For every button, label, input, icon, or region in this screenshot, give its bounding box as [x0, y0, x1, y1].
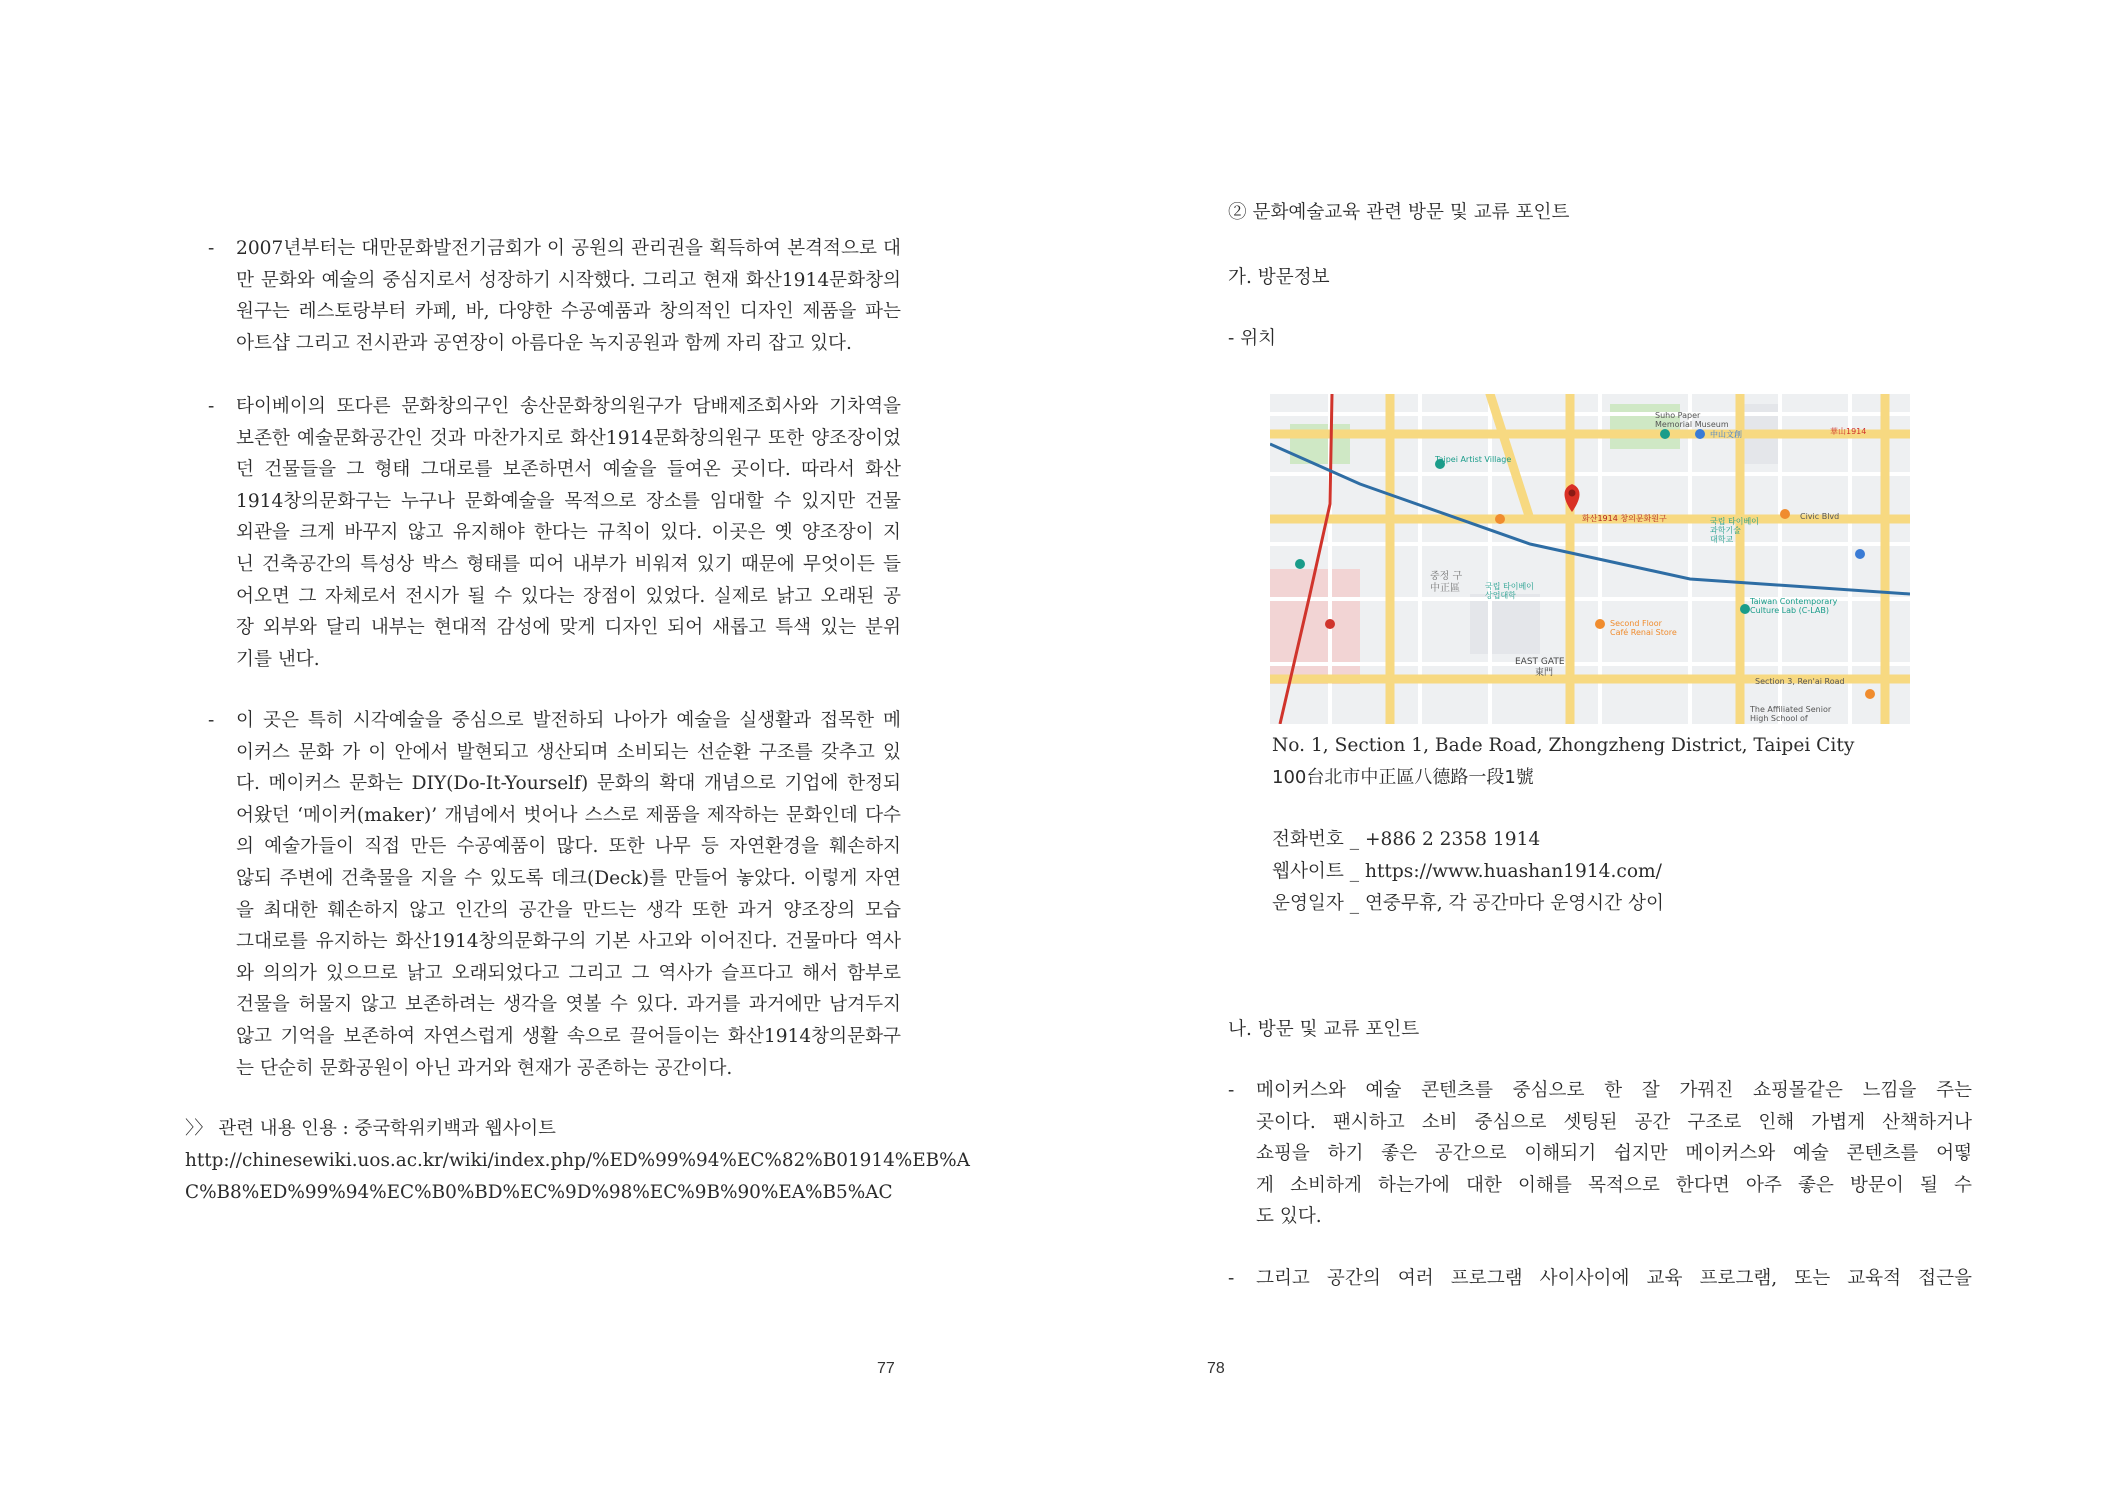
map-label-affiliated-school: The Affiliated Senior [1750, 705, 1832, 714]
text-line: 않고 기억을 보존하여 자연스럽게 생활 속으로 끌어들이는 화산1914창의문화구 [236, 1025, 901, 1047]
text-line: 장 외부와 달리 내부는 현대적 감성에 맞게 디자인 되어 새롭고 특색 있는 분위 [236, 617, 901, 639]
page-number: 78 [1207, 1360, 1225, 1377]
section-heading: ② 문화예술교육 관련 방문 및 교류 포인트 [1228, 202, 1570, 223]
map-label-artist-village: Taipei Artist Village [1435, 455, 1512, 464]
text-line: 1914창의문화구는 누구나 문화예술을 목적으로 장소를 임대할 수 있지만 건물 [236, 490, 901, 512]
map-label-district: 중정 구 [1430, 571, 1463, 582]
map-label-ntut: 대학교 [1710, 535, 1734, 544]
reference-label: 〉〉 관련 내용 인용 : 중국학위키백과 웹사이트 [185, 1118, 556, 1139]
address-english: No. 1, Section 1, Bade Road, Zhongzheng District, Taipei City [1272, 735, 1855, 756]
text-line: 쇼핑을 하기 좋은 공간으로 이해되기 쉽지만 메이커스와 예술 콘텐츠를 어떻 [1256, 1143, 1972, 1165]
text-line: 곳이다. 팬시하고 소비 중심으로 셋팅된 공간 구조로 인해 가볍게 산책하거나 [1256, 1111, 1972, 1133]
text-line: 메이커스와 예술 콘텐츠를 중심으로 한 잘 가꿔진 쇼핑몰같은 느낌을 주는 [1256, 1080, 1972, 1101]
hospital-area [1270, 569, 1360, 684]
left-page [0, 0, 1052, 1488]
location-map[interactable] [1270, 394, 1910, 724]
reference-url-line[interactable]: C%B8%ED%99%94%EC%B0%BD%EC%9D%98%EC%9B%90%EA%B5%AC [185, 1182, 893, 1203]
right-paragraph-2 [1228, 1263, 1972, 1295]
text-line: 이 곳은 특히 시각예술을 중심으로 발전하되 나아가 예술을 실생활과 접목한 메 [236, 710, 901, 731]
text-line: 타이베이의 또다른 문화창의구인 송산문화창의원구가 담배제조회사와 기차역을 [236, 396, 901, 417]
map-label-suho: Suho Paper [1655, 411, 1701, 420]
right-paragraph-1 [1228, 1075, 1972, 1233]
visit-points-heading: 나. 방문 및 교류 포인트 [1228, 1019, 1420, 1040]
visit-info-heading: 가. 방문정보 [1228, 267, 1330, 288]
text-line: 어오면 그 자체로서 전시가 될 수 있다는 장점이 있었다. 실제로 낡고 오래된 공 [236, 585, 901, 607]
bullet-dash: - [1228, 1080, 1235, 1101]
map-label-huashan-side: 華山1914 [1830, 427, 1867, 436]
bullet-dash: - [208, 710, 215, 731]
text-line: 던 건물들을 그 형태 그대로를 보존하면서 예술을 들여온 곳이다. 따라서 화산 [236, 459, 901, 481]
map-label-ntut: 과학기술 [1710, 526, 1741, 535]
text-line: 다. 메이커스 문화는 DIY(Do-It-Yourself) 문화의 확대 개념으로 기업에 한정되 [236, 773, 901, 795]
bullet-dash: - [208, 238, 215, 259]
map-label-zhongshan: 中山文創 [1710, 430, 1742, 439]
map-label-renai-road: Section 3, Ren'ai Road [1755, 677, 1845, 686]
text-line: 원구는 레스토랑부터 카페, 바, 다양한 수공예품과 창의적인 디자인 제품을 파는 [236, 301, 901, 323]
text-line: 않되 주변에 건축물을 지을 수 있도록 데크(Deck)를 만들어 놓았다. 이렇게 자연 [236, 867, 901, 889]
website-link[interactable]: 웹사이트 _ https://www.huashan1914.com/ [1272, 861, 1662, 882]
text-line: 아트샵 그리고 전시관과 공연장이 아름다운 녹지공원과 함께 자리 잡고 있다. [236, 332, 852, 354]
map-label-east-gate-zh: 東門 [1535, 668, 1554, 678]
map-label-suho: Memorial Museum [1655, 420, 1729, 429]
reference-url-line[interactable]: http://chinesewiki.uos.ac.kr/wiki/index.php/%ED%99%94%EC%82%B01914%EB%A [185, 1150, 970, 1171]
bullet-dash: - [208, 396, 215, 417]
text-line: 보존한 예술문화공간인 것과 마찬가지로 화산1914문화창의원구 또한 양조장이었 [236, 427, 901, 449]
text-line: 기를 낸다. [236, 648, 320, 670]
map-label-clab: Taiwan Contemporary [1750, 597, 1838, 606]
phone-number: 전화번호 _ +886 2 2358 1914 [1272, 829, 1541, 850]
map-label-huashan: 화산1914 창의문화원구 [1582, 514, 1667, 523]
map-label-affiliated-school: High School of [1750, 714, 1808, 723]
map-label-east-gate: EAST GATE [1515, 657, 1565, 667]
page-number: 77 [877, 1360, 895, 1377]
text-line: 2007년부터는 대만문화발전기금회가 이 공원의 관리권을 획득하여 본격적으로 대 [236, 238, 901, 259]
map-label-ntut: 국립 타이베이 [1710, 517, 1759, 526]
map-label-ntub: 국립 타이베이 [1485, 582, 1534, 591]
right-page [1052, 0, 2105, 1488]
text-line: 만 문화와 예술의 중심지로서 성장하기 시작했다. 그리고 현재 화산1914문화창의 [236, 269, 901, 291]
text-line: 건물을 허물지 않고 보존하려는 생각을 엿볼 수 있다. 과거를 과거에만 남겨두지 [236, 994, 901, 1016]
text-line: 와 의의가 있으므로 낡고 오래되었다고 그리고 그 역사가 슬프다고 해서 함부로 [236, 962, 901, 984]
text-line: 이커스 문화 가 이 안에서 발현되고 생산되며 소비되는 선순환 구조를 갖추고 있 [236, 741, 901, 763]
left-paragraph-2 [208, 391, 901, 675]
text-line: 닌 건축공간의 특성상 박스 형태를 띠어 내부가 비워져 있기 때문에 무엇이든 들 [236, 553, 901, 575]
text-line: 어왔던 ‘메이커(maker)’ 개념에서 벗어나 스스로 제품을 제작하는 문화인데 다수 [236, 804, 901, 826]
bullet-dash: - [1228, 1268, 1235, 1289]
map-label-second-floor: Second Floor [1610, 619, 1662, 628]
contact-block [1272, 824, 1664, 920]
text-line: 을 최대한 훼손하지 않고 인간의 공간을 만드는 생각 또한 과거 양조장의 모습 [236, 899, 901, 921]
opening-hours: 운영일자 _ 연중무휴, 각 공간마다 운영시간 상이 [1272, 893, 1664, 914]
map-label-district: 中正區 [1430, 583, 1460, 594]
text-line: 그리고 공간의 여러 프로그램 사이사이에 교육 프로그램, 또는 교육적 접근을 [1256, 1268, 1972, 1289]
reference-citation [185, 1113, 970, 1209]
map-canvas [1270, 394, 1910, 724]
left-paragraph-1 [208, 233, 901, 359]
text-line: 의 예술가들이 직접 만든 수공예품이 많다. 또한 나무 등 자연환경을 훼손하지 [236, 836, 901, 858]
text-line: 도 있다. [1256, 1206, 1322, 1228]
text-line: 게 소비하게 하는가에 대한 이해를 목적으로 한다면 아주 좋은 방문이 될 수 [1256, 1174, 1972, 1196]
map-label-second-floor: Café Renai Store [1610, 628, 1677, 637]
map-label-clab: Culture Lab (C-LAB) [1750, 606, 1829, 615]
block-area [1470, 594, 1540, 654]
location-label: - 위치 [1228, 328, 1277, 349]
text-line: 는 단순히 문화공원이 아닌 과거와 현재가 공존하는 공간이다. [236, 1057, 733, 1079]
address-block [1272, 730, 1854, 794]
left-paragraph-3 [208, 705, 901, 1084]
text-line: 그대로를 유지하는 화산1914창의문화구의 기본 사고와 이어진다. 건물마다 역사 [236, 931, 901, 953]
map-label-ntub: 상업대학 [1485, 591, 1516, 600]
map-label-civic-blvd: Civic Blvd [1800, 512, 1840, 521]
text-line: 외관을 크게 바꾸지 않고 유지해야 한다는 규칙이 있다. 이곳은 옛 양조장이 지 [236, 522, 901, 544]
address-chinese: 100台北市中正區八德路一段1號 [1272, 767, 1534, 788]
